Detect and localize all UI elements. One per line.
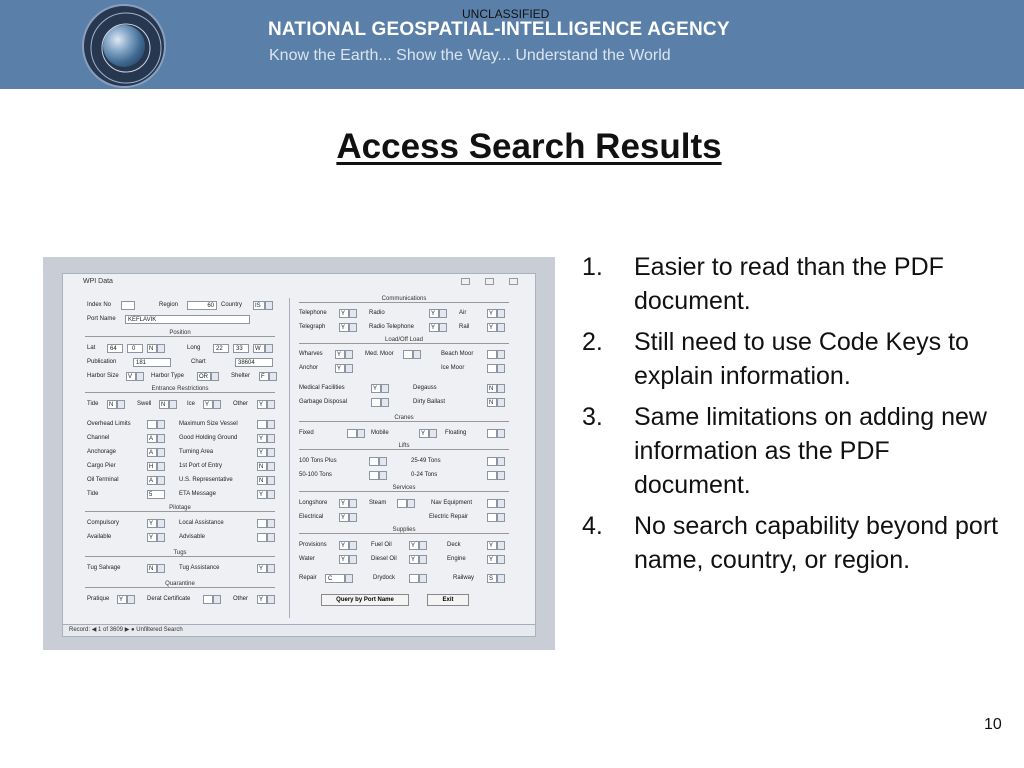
list-number: 3.	[582, 403, 603, 431]
lifts-label: 100 Tons Plus	[299, 458, 337, 464]
left-row-field: A	[147, 434, 157, 443]
chevron-down-icon	[349, 513, 357, 522]
load-field	[487, 350, 497, 359]
chevron-down-icon	[497, 398, 505, 407]
comms-field: Y	[339, 309, 349, 318]
services-label: Electrical	[299, 514, 324, 520]
quarantine-field: Y	[257, 595, 267, 604]
chevron-down-icon	[157, 519, 165, 528]
chevron-down-icon	[211, 372, 219, 381]
index-no-label: Index No	[87, 302, 112, 308]
mid-row-field: N	[257, 462, 267, 471]
pilotage-label: Compulsory	[87, 520, 120, 526]
left-row-label: Overhead Limits	[87, 421, 131, 427]
cranes-label: Floating	[445, 430, 467, 436]
filter-status: Unfiltered	[136, 627, 162, 633]
chevron-down-icon	[267, 519, 275, 528]
comms-label: Radio Telephone	[369, 324, 414, 330]
long-min-field: 33	[233, 344, 249, 353]
port-name-label: Port Name	[87, 316, 116, 322]
chevron-down-icon	[136, 372, 144, 381]
chevron-down-icon	[267, 533, 275, 542]
chevron-down-icon	[157, 344, 165, 353]
drydock-field	[409, 574, 419, 583]
country-label: Country	[221, 302, 243, 308]
left-row-field	[147, 420, 157, 429]
chevron-down-icon	[497, 429, 505, 438]
mid-row-field: N	[257, 476, 267, 485]
harbor-type-label: Harbor Type	[151, 373, 184, 379]
mid-row-label: Turning Area	[179, 449, 214, 455]
list-number: 4.	[582, 512, 603, 540]
left-row-label: Cargo Pier	[87, 463, 116, 469]
chevron-down-icon	[267, 462, 275, 471]
list-item	[582, 400, 1002, 502]
services-label: Electric Repair	[429, 514, 469, 520]
chart-field: 38604	[235, 358, 273, 367]
chevron-down-icon	[269, 372, 277, 381]
access-form-screenshot	[43, 257, 555, 650]
mid-row-field: Y	[257, 490, 267, 499]
chevron-down-icon	[419, 541, 427, 550]
supplies-label: Water	[299, 556, 315, 562]
degauss-field: N	[487, 384, 497, 393]
harbor-size-field: V	[126, 372, 136, 381]
chart-label: Chart	[191, 359, 206, 365]
chevron-down-icon	[157, 533, 165, 542]
quarantine-heading: Quarantine	[85, 581, 275, 588]
chevron-down-icon	[419, 555, 427, 564]
harbor-type-field: OR	[197, 372, 211, 381]
mid-row-label: U.S. Representative	[179, 477, 233, 483]
services-field	[487, 499, 497, 508]
shelter-field: F	[259, 372, 269, 381]
index-no-field	[121, 301, 135, 310]
supplies-label: Provisions	[299, 542, 327, 548]
cranes-label: Mobile	[371, 430, 389, 436]
supplies-field: Y	[339, 541, 349, 550]
comms-field: Y	[339, 323, 349, 332]
chevron-down-icon	[439, 309, 447, 318]
pilotage-field	[257, 519, 267, 528]
chevron-down-icon	[381, 398, 389, 407]
pilotage-label: Advisable	[179, 534, 206, 540]
supplies-field: Y	[487, 541, 497, 550]
query-by-port-name-button: Query by Port Name	[321, 594, 409, 606]
lat-deg-field: 64	[107, 344, 123, 353]
list-item	[582, 325, 1002, 393]
tugs-label: Tug Assistance	[179, 565, 220, 571]
cranes-heading: Cranes	[299, 415, 509, 422]
comms-field: Y	[487, 323, 497, 332]
pilotage-field: Y	[147, 519, 157, 528]
drydock-label: Drydock	[373, 575, 396, 581]
position-heading: Position	[85, 330, 275, 337]
supplies-heading: Supplies	[299, 527, 509, 534]
left-row-field: 5	[147, 490, 165, 499]
left-row-label: Anchorage	[87, 449, 117, 455]
comms-label: Air	[459, 310, 467, 316]
chevron-down-icon	[349, 323, 357, 332]
load-label: Anchor	[299, 365, 319, 371]
chevron-down-icon	[157, 420, 165, 429]
left-row-field: A	[147, 476, 157, 485]
classification-marking: UNCLASSIFIED	[462, 7, 550, 21]
close-icon	[509, 278, 518, 285]
load-field	[487, 364, 497, 373]
chevron-down-icon	[127, 595, 135, 604]
services-field: Y	[339, 513, 349, 522]
list-item	[582, 509, 1002, 577]
comms-field: Y	[487, 309, 497, 318]
list-text: No search capability beyond port name, country, or region.	[634, 512, 999, 574]
chevron-down-icon	[497, 364, 505, 373]
window-titlebar	[63, 274, 535, 291]
exit-button: Exit	[427, 594, 469, 606]
list-number: 1.	[582, 253, 603, 281]
repair-label: Repair	[299, 575, 317, 581]
region-label: Region	[159, 302, 179, 308]
lifts-label: 0-24 Tons	[411, 472, 438, 478]
medical-field: Y	[371, 384, 381, 393]
services-field	[397, 499, 407, 508]
ballast-label: Dirty Ballast	[413, 399, 446, 405]
chevron-down-icon	[497, 471, 505, 480]
garbage-field	[371, 398, 381, 407]
pilotage-label: Local Assistance	[179, 520, 224, 526]
publication-field: 181	[133, 358, 171, 367]
chevron-down-icon	[265, 344, 273, 353]
chevron-down-icon	[497, 309, 505, 318]
entrance-ice-field: Y	[203, 400, 213, 409]
lat-min-field: 0	[127, 344, 143, 353]
list-number: 2.	[582, 328, 603, 356]
comms-label: Telegraph	[299, 324, 326, 330]
wpi-data-window	[62, 273, 536, 637]
chevron-down-icon	[497, 384, 505, 393]
chevron-down-icon	[497, 541, 505, 550]
comms-field: Y	[429, 309, 439, 318]
supplies-label: Diesel Oil	[371, 556, 397, 562]
quarantine-field: Y	[117, 595, 127, 604]
lifts-field	[487, 457, 497, 466]
mid-row-label: ETA Message	[179, 491, 216, 497]
window-title: WPI Data	[83, 278, 113, 285]
chevron-down-icon	[497, 555, 505, 564]
entrance-swell-field: N	[159, 400, 169, 409]
record-label: Record:	[69, 627, 91, 633]
region-field: 60	[187, 301, 217, 310]
chevron-down-icon	[413, 350, 421, 359]
chevron-down-icon	[267, 400, 275, 409]
harbor-size-label: Harbor Size	[87, 373, 119, 379]
next-record-icon: ▶	[124, 627, 130, 633]
left-row-field: A	[147, 448, 157, 457]
column-divider	[289, 298, 290, 618]
ballast-field: N	[487, 398, 497, 407]
long-hemi-field: W	[253, 344, 265, 353]
chevron-down-icon	[157, 476, 165, 485]
cranes-field	[487, 429, 497, 438]
supplies-field: Y	[339, 555, 349, 564]
railway-field: S	[487, 574, 497, 583]
chevron-down-icon	[267, 490, 275, 499]
chevron-down-icon	[267, 564, 275, 573]
comms-label: Radio	[369, 310, 385, 316]
services-field	[487, 513, 497, 522]
chevron-down-icon	[349, 309, 357, 318]
services-field: Y	[339, 499, 349, 508]
entrance-tide-label: Tide	[87, 401, 99, 407]
comms-label: Telephone	[299, 310, 327, 316]
load-label: Beach Moor	[441, 351, 474, 357]
chevron-down-icon	[349, 499, 357, 508]
load-label: Ice Moor	[441, 365, 465, 371]
lifts-field	[487, 471, 497, 480]
filter-icon: ●	[130, 627, 135, 633]
garbage-label: Garbage Disposal	[299, 399, 348, 405]
chevron-down-icon	[267, 434, 275, 443]
mid-row-field	[257, 420, 267, 429]
chevron-down-icon	[379, 457, 387, 466]
mid-row-label: Good Holding Ground	[179, 435, 238, 441]
agency-name: NATIONAL GEOSPATIAL-INTELLIGENCE AGENCY	[268, 19, 730, 40]
quarantine-label: Derat Certificate	[147, 596, 191, 602]
chevron-down-icon	[267, 476, 275, 485]
chevron-down-icon	[349, 555, 357, 564]
entrance-other-field: Y	[257, 400, 267, 409]
seal-ring-icon	[84, 6, 168, 90]
chevron-down-icon	[419, 574, 427, 583]
load-field: Y	[335, 364, 345, 373]
record-position: 1 of 3609	[97, 627, 124, 633]
services-label: Nav Equipment	[431, 500, 473, 506]
port-name-field: KEFLAVIK	[125, 315, 250, 324]
load-label: Med. Moor	[365, 351, 394, 357]
load-label: Wharves	[299, 351, 323, 357]
left-row-label: Tide	[87, 491, 99, 497]
chevron-down-icon	[213, 400, 221, 409]
cranes-label: Fixed	[299, 430, 314, 436]
quarantine-label: Pratique	[87, 596, 110, 602]
entrance-heading: Entrance Restrictions	[85, 386, 275, 393]
chevron-down-icon	[357, 429, 365, 438]
chevron-down-icon	[349, 541, 357, 550]
chevron-down-icon	[267, 448, 275, 457]
chevron-down-icon	[345, 350, 353, 359]
pilotage-heading: Pilotage	[85, 505, 275, 512]
chevron-down-icon	[169, 400, 177, 409]
entrance-tide-field: N	[107, 400, 117, 409]
mid-row-label: Maximum Size Vessel	[179, 421, 238, 427]
supplies-label: Fuel Oil	[371, 542, 392, 548]
mid-row-field: Y	[257, 448, 267, 457]
lifts-field	[369, 471, 379, 480]
lifts-heading: Lifts	[299, 443, 509, 450]
chevron-down-icon	[265, 301, 273, 310]
chevron-down-icon	[267, 420, 275, 429]
chevron-down-icon	[379, 471, 387, 480]
tugs-label: Tug Salvage	[87, 565, 121, 571]
load-heading: Load/Off Load	[299, 337, 509, 344]
chevron-down-icon	[157, 448, 165, 457]
chevron-down-icon	[157, 564, 165, 573]
tugs-field: Y	[257, 564, 267, 573]
chevron-down-icon	[497, 499, 505, 508]
mid-row-label: 1st Port of Entry	[179, 463, 223, 469]
minimize-icon	[461, 278, 470, 285]
repair-field: C	[325, 574, 345, 583]
services-label: Steam	[369, 500, 387, 506]
left-row-field: H	[147, 462, 157, 471]
cranes-field: Y	[419, 429, 429, 438]
left-row-label: Channel	[87, 435, 110, 441]
load-field: Y	[335, 350, 345, 359]
pilotage-field	[257, 533, 267, 542]
chevron-down-icon	[213, 595, 221, 604]
chevron-down-icon	[345, 364, 353, 373]
lifts-field	[369, 457, 379, 466]
publication-label: Publication	[87, 359, 117, 365]
chevron-down-icon	[497, 574, 505, 583]
list-text: Same limitations on adding new information as the PDF document.	[634, 403, 987, 499]
supplies-field: Y	[409, 541, 419, 550]
chevron-down-icon	[407, 499, 415, 508]
chevron-down-icon	[345, 574, 353, 583]
pilotage-field: Y	[147, 533, 157, 542]
railway-label: Railway	[453, 575, 475, 581]
chevron-down-icon	[439, 323, 447, 332]
supplies-field: Y	[487, 555, 497, 564]
nga-seal-logo	[82, 4, 166, 88]
country-field: IS	[253, 301, 265, 310]
services-heading: Services	[299, 485, 509, 492]
tugs-field: N	[147, 564, 157, 573]
chevron-down-icon	[267, 595, 275, 604]
chevron-down-icon	[497, 323, 505, 332]
first-record-icon: ◀	[91, 627, 97, 633]
quarantine-label: Other	[233, 596, 249, 602]
supplies-field: Y	[409, 555, 419, 564]
page-number: 10	[984, 716, 1002, 733]
chevron-down-icon	[497, 350, 505, 359]
communications-heading: Communications	[299, 296, 509, 303]
supplies-label: Engine	[447, 556, 466, 562]
lifts-label: 25-49 Tons	[411, 458, 441, 464]
comms-field: Y	[429, 323, 439, 332]
chevron-down-icon	[497, 457, 505, 466]
long-label: Long	[187, 345, 201, 351]
entrance-ice-label: Ice	[187, 401, 196, 407]
medical-label: Medical Facilities	[299, 385, 345, 391]
tugs-heading: Tugs	[85, 550, 275, 557]
bullet-list	[582, 250, 1002, 584]
entrance-swell-label: Swell	[137, 401, 152, 407]
left-row-label: Oil Terminal	[87, 477, 119, 483]
chevron-down-icon	[497, 513, 505, 522]
entrance-other-label: Other	[233, 401, 249, 407]
list-text: Easier to read than the PDF document.	[634, 253, 944, 315]
mid-row-field: Y	[257, 434, 267, 443]
cranes-field	[347, 429, 357, 438]
shelter-label: Shelter	[231, 373, 251, 379]
chevron-down-icon	[157, 462, 165, 471]
record-navigation-bar	[63, 624, 535, 636]
chevron-down-icon	[381, 384, 389, 393]
lifts-label: 50-100 Tons	[299, 472, 332, 478]
agency-motto: Know the Earth... Show the Way... Understand the World	[269, 47, 671, 64]
services-label: Longshore	[299, 500, 328, 506]
list-text: Still need to use Code Keys to explain information.	[634, 328, 969, 390]
lat-hemi-field: N	[147, 344, 157, 353]
search-box: Search	[163, 627, 183, 633]
chevron-down-icon	[157, 434, 165, 443]
comms-label: Rail	[459, 324, 470, 330]
maximize-icon	[485, 278, 494, 285]
list-item	[582, 250, 1002, 318]
pilotage-label: Available	[87, 534, 112, 540]
chevron-down-icon	[429, 429, 437, 438]
degauss-label: Degauss	[413, 385, 437, 391]
supplies-label: Deck	[447, 542, 461, 548]
long-deg-field: 22	[213, 344, 229, 353]
slide-title: Access Search Results	[336, 127, 722, 166]
quarantine-field	[203, 595, 213, 604]
lat-label: Lat	[87, 345, 96, 351]
chevron-down-icon	[117, 400, 125, 409]
load-field	[403, 350, 413, 359]
